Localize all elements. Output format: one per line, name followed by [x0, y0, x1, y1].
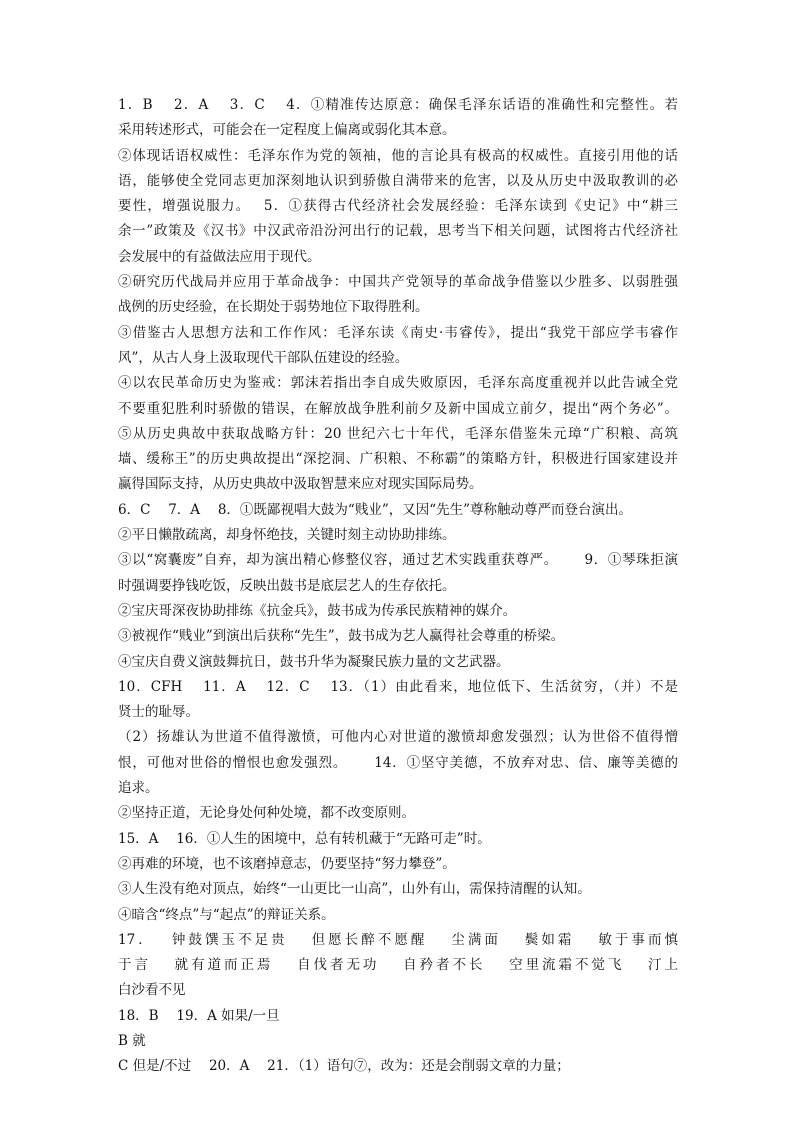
text-line: 15．A 16．①人生的困境中，总有转机藏于“无路可走”时。: [118, 830, 491, 847]
text-line: ②研究历代战局并应用于革命战争：中国共产党领导的革命战争借鉴以少胜多、以弱胜强: [118, 274, 678, 291]
text-line: 贤士的耻辱。: [118, 704, 199, 721]
text-line: 要性，增强说服力。 5．①获得古代经济社会发展经验：毛泽东读到《史记》中“耕三: [118, 198, 678, 215]
text-line: ③人生没有绝对顶点，始终“一山更比一山高”，山外有山，需保持清醒的认知。: [118, 881, 591, 898]
text-line: ③借鉴古人思想方法和工作作风：毛泽东读《南史·韦睿传》，提出“我党干部应学韦睿作: [118, 324, 678, 341]
text-line: ⑤从历史典故中获取战略方针：20 世纪六七十年代，毛泽东借鉴朱元璋“广积粮、高筑: [118, 425, 678, 442]
text-line: 于言 就有道而正焉 自伐者无功 自矜者不长 空里流霜不觉飞 汀上: [118, 957, 678, 974]
text-line: 6．C 7．A 8．①既鄙视唱大鼓为“贱业”，又因“先生”尊称触动尊严而登台演出。: [118, 501, 633, 518]
text-line: ②再难的环境，也不该磨掉意志，仍要坚持“努力攀登”。: [118, 855, 456, 872]
text-line: ②体现话语权威性：毛泽东作为党的领袖，他的言论具有极高的权威性。直接引用他的话: [118, 147, 678, 164]
text-line: C 但是/不过 20．A 21．（1）语句⑦，改为：还是会削弱文章的力量；: [118, 1058, 570, 1075]
text-line: B 就: [118, 1032, 146, 1049]
text-line: 恨，可他对世俗的憎恨也愈发强烈。 14．①坚守美德，不放弃对忠、信、廉等美德的: [118, 754, 678, 771]
text-line: 1．B 2．A 3．C 4．①精准传达原意：确保毛泽东话语的准确性和完整性。若: [118, 97, 678, 113]
text-line: ②坚持正道，无论身处何种处境，都不改变原则。: [118, 805, 415, 822]
text-line: ③被视作“贱业”到演出后获称“先生”，鼓书成为艺人赢得社会尊重的桥梁。: [118, 628, 565, 645]
text-line: 会发展中的有益做法应用于现代。: [118, 248, 321, 265]
text-line: （2）扬雄认为世道不值得激愤，可他内心对世道的激愤却愈发强烈；认为世俗不值得憎: [118, 729, 678, 746]
text-line: ④宝庆自费义演鼓舞抗日，鼓书升华为凝聚民族力量的文艺武器。: [118, 653, 510, 670]
text-line: 余一”政策及《汉书》中汉武帝沿汾河出行的记载，思考当下相关问题，试图将古代经济社: [118, 223, 678, 240]
text-line: ②平日懒散疏离，却身怀绝技，关键时刻主动协助排练。: [118, 527, 456, 544]
text-line: ④以农民革命历史为鉴戒：郭沫若指出李自成失败原因，毛泽东高度重视并以此告诫全党: [118, 375, 678, 392]
text-line: 追求。: [118, 780, 159, 797]
text-line: 语，能够使全党同志更加深刻地认识到骄傲自满带来的危害，以及从历史中汲取教训的必: [118, 172, 678, 189]
text-line: 10．CFH 11．A 12．C 13．（1）由此看来，地位低下、生活贫穷，（并）不是: [118, 678, 678, 695]
text-line: 不要重犯胜利时骄傲的错误，在解放战争胜利前夕及新中国成立前夕，提出“两个务必”。: [118, 400, 678, 417]
answer-key-text: [118, 93, 678, 1080]
text-line: 17． 钟鼓馔玉不足贵 但愿长醉不愿醒 尘满面 鬓如霜 敏于事而慎: [118, 931, 678, 948]
text-line: 采用转述形式，可能会在一定程度上偏离或弱化其本意。: [118, 122, 456, 139]
text-line: 18．B 19．A 如果/一旦: [118, 1007, 280, 1024]
text-line: 战例的历史经验，在长期处于弱势地位下取得胜利。: [118, 299, 429, 316]
text-line: 墙、缓称王”的历史典故提出“深挖洞、广积粮、不称霸”的策略方针，积极进行国家建设并: [118, 451, 678, 468]
text-line: ②宝庆哥深夜协助排练《抗金兵》，鼓书成为传承民族精神的媒介。: [118, 602, 517, 619]
text-line: 风”，从古人身上汲取现代干部队伍建设的经验。: [118, 349, 409, 366]
text-line: ④暗含“终点”与“起点”的辩证关系。: [118, 906, 335, 923]
text-line: 白沙看不见: [118, 982, 186, 999]
text-line: 时强调要挣钱吃饭，反映出鼓书是底层艺人的生存依托。: [118, 577, 456, 594]
text-line: 赢得国际支持，从历史典故中汲取智慧来应对现实国际局势。: [118, 476, 483, 493]
text-line: ③以“窝囊废”自弃，却为演出精心修整仪容，通过艺术实践重获尊严。 9．①琴珠拒演: [118, 552, 678, 569]
